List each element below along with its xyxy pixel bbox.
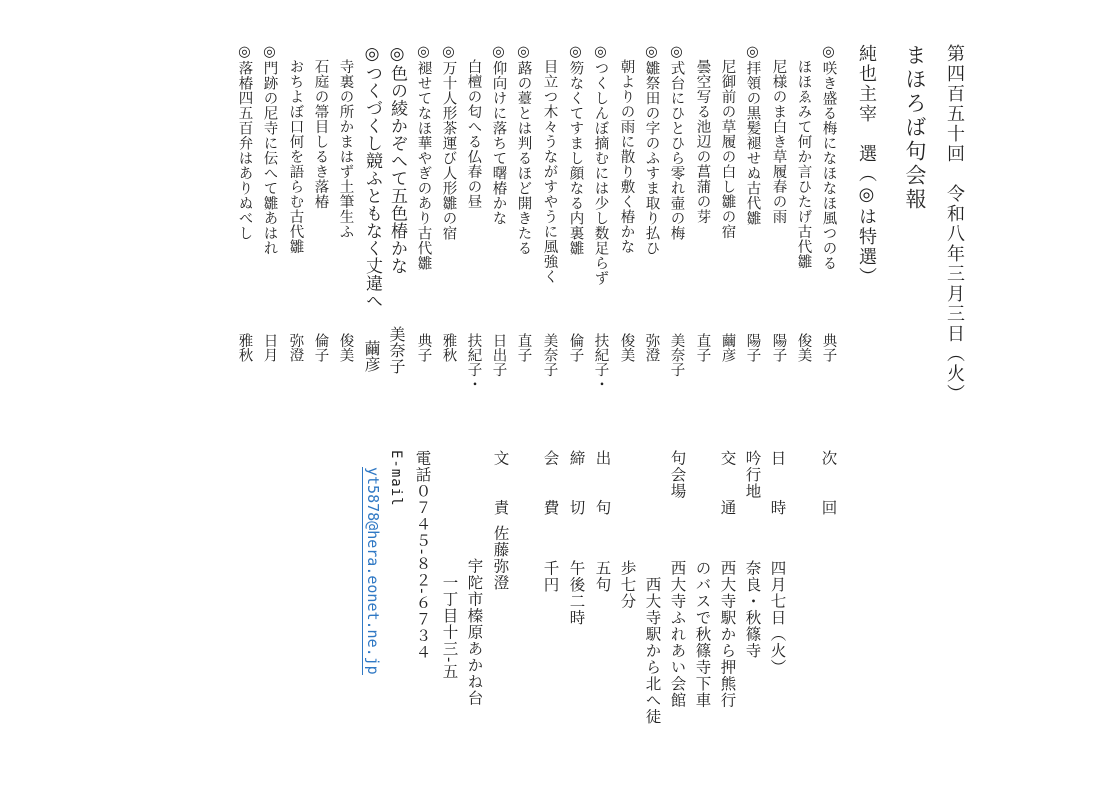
poem-author: 俊美 [618,333,635,362]
poem-author: 繭彦 [719,333,736,362]
transport-label: 交 通 [718,450,737,516]
poem-author: 扶紀子・ [592,333,609,391]
poem-text: ◎拝領の黒髪褪せぬ古代雛 [744,44,761,226]
poem-text: ◎雛祭田の字のふすま取り払ひ [643,44,660,256]
editor-address-2: 一丁目十三-五 [440,525,459,680]
venue-directions-2: 歩七分 [618,560,637,610]
poem-text: ◎つくしんぼ摘むには少し数足らず [592,44,609,286]
poem-author: 弥澄 [643,333,660,362]
poem-text: ◎蕗の薹とは判るほど開きたる [515,44,532,256]
poem-text: ◎咲き盛る梅になほなほ風つのる [820,44,837,271]
phone-number: 電話０７４５-８２-６７３４ [413,450,432,661]
poem-author: 典子 [415,333,432,362]
issue-date: 第四百五十回 令和八年三月三日（火） [944,44,965,404]
editor-label: 文 責 [491,450,510,516]
poem-author: 美奈子 [668,333,685,377]
date-label: 日 時 [768,450,787,516]
poem-author: 日月 [261,333,278,362]
poem-author: 雅秋 [440,333,457,362]
poem-text: 石庭の箒目しるき落椿 [312,44,329,209]
submission-value: 五句 [593,560,612,593]
poem-text: 目立つ木々うながすやうに風強く [541,44,558,284]
poem-text: ◎万十人形茶運び人形雛の宿 [440,44,457,241]
poem-author: 扶紀子・ [465,333,482,391]
location-value: 奈良・秋篠寺 [743,560,762,659]
submission-label: 出 句 [593,450,612,516]
poem-author: 陽子 [744,333,761,362]
poem-text: ◎式台にひとひら零れ壷の梅 [668,44,685,241]
poem-author: 美奈子 [541,333,558,377]
poem-author: 倫子 [312,333,329,362]
selection-note: 純也主宰 選（◎は特選） [856,44,877,287]
email-label: E-mail [388,450,404,507]
poem-text: ◎褪せてなほ華やぎのあり古代雛 [415,44,432,271]
editor-address: 宇陀市榛原あかね台 [465,525,484,707]
poem-text: ◎つくづくし競ふともなく丈違へ [362,44,382,310]
poem-text: おちよぼ口何を語らむ古代雛 [287,44,304,254]
poem-text: ◎落椿四五百弁はありぬべし [236,44,253,241]
poem-author: 直子 [694,333,711,362]
location-label: 吟行地 [743,450,762,500]
poem-author: 美奈子 [387,326,406,374]
poem-author: 俊美 [337,333,354,362]
editor-name: 佐藤弥澄 [491,525,510,591]
poem-text: 尼御前の草履の白し雛の宿 [719,44,736,239]
poem-text: ◎色の綾かぞへて五色椿かな [387,44,407,275]
email-link[interactable]: yt5878@hera.eonet.ne.jp [364,467,382,675]
poem-author: 雅秋 [236,333,253,362]
poem-text: ◎門跡の尼寺に伝へて雛あはれ [261,44,278,256]
poem-author: 日出子 [490,333,507,377]
poem-text: 尼様のま白き草履春の雨 [770,44,787,224]
fee-value: 千円 [541,560,560,593]
poem-text: 朝よりの雨に散り敷く椿かな [618,44,635,254]
poem-author: 倫子 [567,333,584,362]
poem-author: 直子 [515,333,532,362]
poem-text: ◎笏なくてすまし顔なる内裏雛 [567,44,584,256]
poem-author: 繭彦 [362,340,381,372]
poem-text: ほほゑみて何か言ひたげ古代雛 [795,44,812,269]
poem-author: 俊美 [795,333,812,362]
deadline-label: 締 切 [567,450,586,516]
deadline-value: 午後二時 [567,560,586,626]
poem-text: ◎仰向けに落ちて曙椿かな [490,44,507,226]
poem-author: 典子 [820,333,837,362]
poem-text: 寺裏の所かまはず土筆生ふ [337,44,354,239]
date-value: 四月七日（火） [768,560,787,676]
poem-text: 曇空写る池辺の菖蒲の芽 [694,44,711,224]
transport-value-2: のバスで秋篠寺下車 [693,560,712,709]
poem-text: 白檀の匂へる仏春の昼 [465,44,482,209]
transport-value: 西大寺駅から押熊行 [718,560,737,709]
poem-author: 弥澄 [287,333,304,362]
venue-directions: 西大寺駅から北へ徒 [643,560,662,725]
venue-label: 句会場 [668,450,687,500]
next-label: 次 回 [819,450,838,516]
fee-label: 会 費 [541,450,560,516]
poem-author: 陽子 [770,333,787,362]
page-title: まほろば句会報 [903,44,927,212]
venue-value: 西大寺ふれあい会館 [668,560,687,709]
